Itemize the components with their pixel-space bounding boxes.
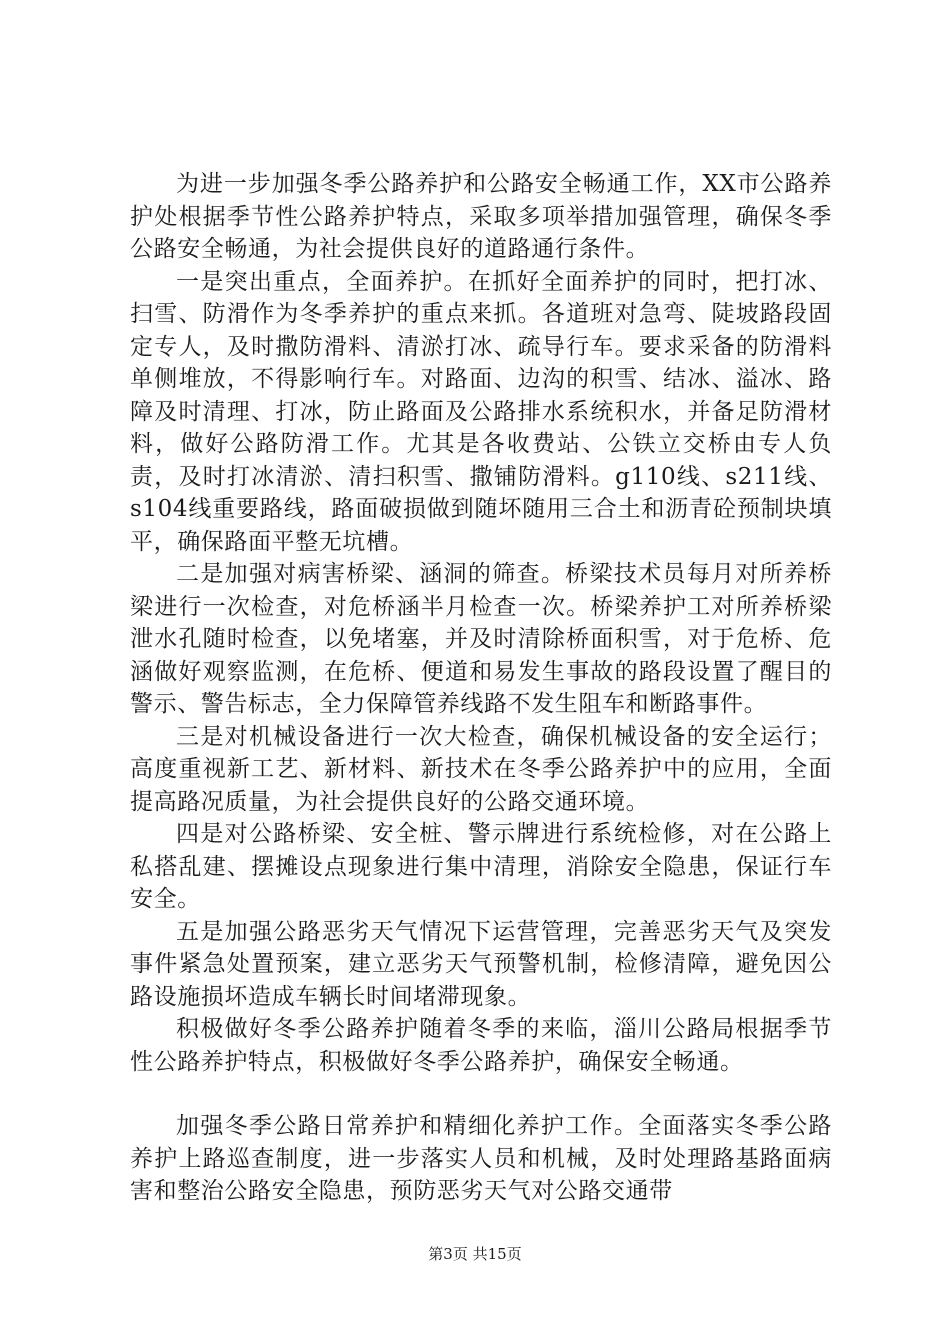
paragraph-measure-5: 五是加强公路恶劣天气情况下运营管理，完善恶劣天气及突发事件紧急处置预案，建立恶劣天气预警机制，检修清障，避免因公路设施损坏造成车辆长时间堵滞现象。 bbox=[130, 918, 832, 1010]
paragraph-daily-maintenance: 加强冬季公路日常养护和精细化养护工作。全面落实冬季公路养护上路巡查制度，进一步落实人员和机械，及时处理路基路面病害和整治公路安全隐患，预防恶劣天气对公路交通带 bbox=[130, 1113, 832, 1204]
document-body bbox=[130, 168, 832, 1208]
paragraph-measure-3: 三是对机械设备进行一次大检查，确保机械设备的安全运行；高度重视新工艺、新材料、新技术在冬季公路养护中的应用，全面提高路况质量，为社会提供良好的公路交通环境。 bbox=[130, 723, 832, 815]
paragraph-intro: 为进一步加强冬季公路养护和公路安全畅通工作，XX市公路养护处根据季节性公路养护特点，采取多项举措加强管理，确保冬季公路安全畅通，为社会提供良好的道路通行条件。 bbox=[130, 171, 832, 262]
paragraph-measure-4: 四是对公路桥梁、安全桩、警示牌进行系统检修，对在公路上私搭乱建、摆摊设点现象进行集中清理，消除安全隐患，保证行车安全。 bbox=[130, 821, 832, 912]
paragraph-summary: 积极做好冬季公路养护随着冬季的来临，淄川公路局根据季节性公路养护特点，积极做好冬季公路养护，确保安全畅通。 bbox=[130, 1016, 832, 1075]
paragraph-measure-1: 一是突出重点，全面养护。在抓好全面养护的同时，把打冰、扫雪、防滑作为冬季养护的重点来抓。各道班对急弯、陡坡路段固定专人，及时撒防滑料、清淤打冰、疏导行车。要求采备的防滑料单侧堆放，不得影响行车。对路面、边沟的积雪、结冰、溢冰、路障及时清理、打冰，防止路面及公路排水系统积水，并备足防滑材料，做好公路防滑工作。尤其是各收费站、公铁立交桥由专人负责，及时打冰清淤、清扫积雪、撒铺防滑料。g110线、s211线、s104线重要路线，路面破损做到随坏随用三合土和沥青砼预制块填平，确保路面平整无坑槽。 bbox=[130, 268, 832, 555]
paragraph-measure-2: 二是加强对病害桥梁、涵洞的筛查。桥梁技术员每月对所养桥梁进行一次检查，对危桥涵半月检查一次。桥梁养护工对所养桥梁泄水孔随时检查，以免堵塞，并及时清除桥面积雪，对于危桥、危涵做好观察监测，在危桥、便道和易发生事故的路段设置了醒目的警示、警告标志，全力保障管养线路不发生阻车和断路事件。 bbox=[130, 561, 832, 717]
page-number: 第3页 共15页 bbox=[428, 1245, 522, 1263]
